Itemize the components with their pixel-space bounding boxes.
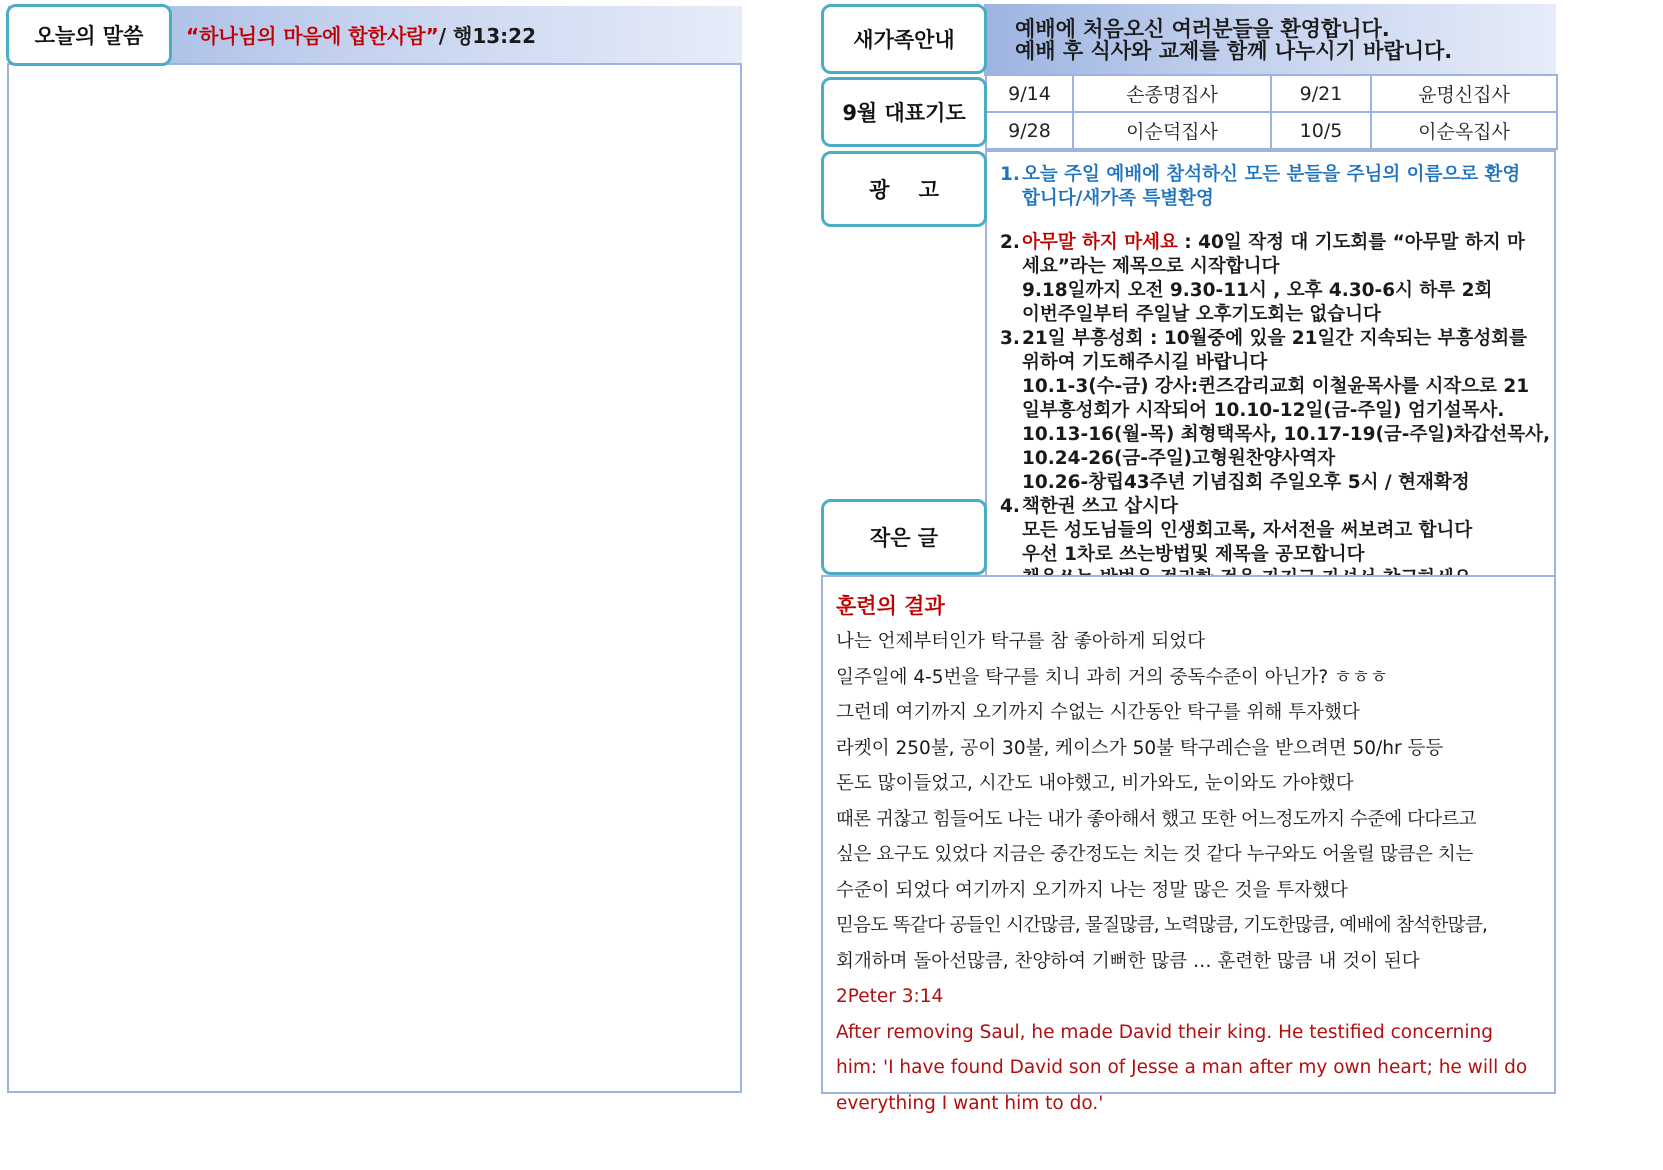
newcomer-tab (821, 4, 987, 74)
todays-word-label: 오늘의 말씀 (34, 24, 144, 48)
essay-line: 믿음도 똑같다 공들인 시간많큼, 물질많큼, 노력많큼, 기도한많큼, 예배에 참석한많큼, (836, 915, 1488, 936)
prayer-name: 이순옥집사 (1371, 112, 1557, 149)
newcomer-line-2: 예배 후 식사와 교제를 함께 나누시기 바랍니다. (1015, 39, 1453, 63)
todays-word-tab (6, 4, 172, 66)
essay-line: 라켓이 250불, 공이 30불, 케이스가 50불 탁구레슨을 받으려면 50/hr 등등 (836, 737, 1444, 759)
essay-line: 수준이 되었다 여기까지 오기까지 나는 정말 많은 것을 투자했다 (836, 879, 1348, 901)
newcomer-line-1: 예배에 처음오신 여러분들을 환영합니다. (1015, 17, 1390, 41)
essay-line: 때론 귀찮고 힘들어도 나는 내가 좋아해서 했고 또한 어느정도까지 수준에 다다르고 (836, 808, 1477, 830)
ads-tab (821, 151, 987, 227)
sermon-panel (7, 63, 742, 1093)
table-row (986, 75, 1557, 112)
essay-line: 회개하며 돌아선많큼, 찬양하여 기뻐한 많큼 … 훈련한 많큼 내 것이 된다 (836, 950, 1420, 972)
highlight-text: 아무말 하지 마세요 (1022, 232, 1178, 253)
newcomer-message (1015, 18, 1452, 62)
essay-title: 훈련의 결과 (836, 594, 945, 618)
essay-content (836, 590, 1544, 1121)
small-writing-tab (821, 499, 987, 575)
essay-line: 싶은 요구도 있었다 지금은 중간정도는 치는 것 같다 누구와도 어울릴 많큼은 치는 (836, 844, 1473, 865)
ads-label: 광 고 (869, 178, 939, 202)
scripture-reference: 2Peter 3:14 (836, 986, 944, 1007)
prayer-date: 9/21 (1271, 75, 1371, 112)
list-item: 4. 책한권 쓰고 삽시다 모든 성도님들의 인생회고록, 자서전을 써보려고 합니다 우선 1차로 쓰는방법및 제목을 공모합니다 (1000, 496, 1473, 565)
announcements-list (1000, 163, 1550, 591)
prayer-date: 9/14 (986, 75, 1073, 112)
verse-text (186, 20, 536, 49)
essay-line: 나는 언제부터인가 탁구를 참 좋아하게 되었다 (836, 631, 1205, 652)
verse-quote: “하나님의 마음에 합한사람” (186, 24, 439, 48)
prayer-label: 9월 대표기도 (842, 101, 966, 125)
prayer-name: 이순덕집사 (1073, 112, 1271, 149)
list-item: 3. 21일 부흥성회 : 10월중에 있을 21일간 지속되는 부흥성회를 위하여 기도해주시길 바랍니다 10.1-3(수-금) 강사:퀸즈감리교회 이철윤목사를 시작으로 21 일부흥성회가 시작되어 10.10-12일(금-주일) 엄기설목사. 10.13-16(월-목) 최형택목사, 10.17-19(금-주일)차갑선목사, 10.24-26(금-주일)고형원찬양사역자 10.26-창립43주년 기념집회 주일오후 5시 / 현재확정 (1000, 328, 1551, 493)
essay-line: 그런데 여기까지 오기까지 수없는 시간동안 탁구를 위해 투자했다 (836, 702, 1360, 723)
small-writing-label: 작은 글 (869, 526, 939, 550)
prayer-name: 윤명신집사 (1371, 75, 1557, 112)
table-row (986, 112, 1557, 149)
essay-line: 일주일에 4-5번을 탁구를 치니 과히 거의 중독수준이 아닌가? ㅎㅎㅎ (836, 666, 1388, 688)
prayer-date: 9/28 (986, 112, 1073, 149)
prayer-tab (821, 77, 987, 147)
list-item: 1. 오늘 주일 예배에 참석하신 모든 분들을 주님의 이름으로 환영 합니다/새가족 특별환영 (1000, 164, 1521, 209)
prayer-table (985, 74, 1558, 150)
prayer-date: 10/5 (1271, 112, 1371, 149)
scripture-text: After removing Saul, he made David their king. He testified concerning him: 'I have found David son of Jesse a man after my own heart; he will do everything I want him to do.' (836, 1021, 1528, 1114)
prayer-name: 손종명집사 (1073, 75, 1271, 112)
essay-line: 돈도 많이들었고, 시간도 내야했고, 비가와도, 눈이와도 가야했다 (836, 773, 1354, 794)
newcomer-label: 새가족안내 (853, 28, 955, 52)
verse-reference: / 행13:22 (438, 24, 536, 48)
list-item: 2. 아무말 하지 마세요 : 40일 작정 대 기도회를 “아무말 하지 마 세요”라는 제목으로 시작합니다 9.18일까지 오전 9.30-11시 , 오후 4.30-6시 하루 2회 이번주일부터 주일날 오후기도회는 없습니다 (1000, 232, 1525, 325)
prayer-schedule (985, 74, 1556, 150)
